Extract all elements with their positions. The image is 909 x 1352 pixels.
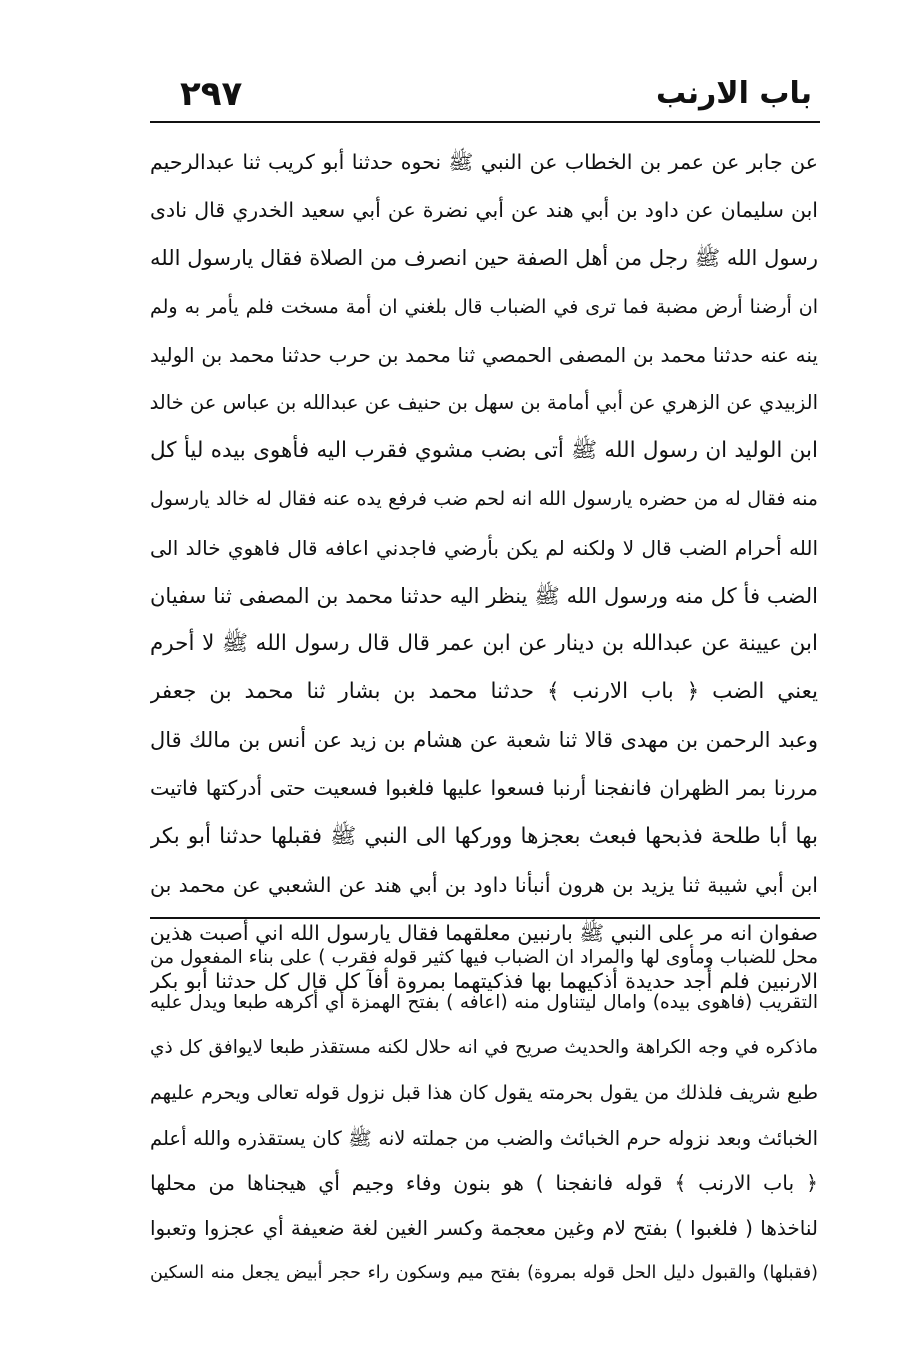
commentary-line: محل للضباب ومأوى لها والمراد ان الضباب فيها كثير قوله فقرب ) على بناء المفعول من [150, 947, 818, 968]
hadith-line: منه فقال له من حضره يارسول الله انه لحم ضب فرفع يده عنه فقال له خالد يارسول [150, 488, 818, 511]
header-rule [150, 121, 820, 123]
hadith-line: الارنبين فلم أجد حديدة أذكيهما بها فذكيتهما بمروة أفآ كل قال كل حدثنا أبو بكر [150, 969, 818, 994]
page-header [150, 70, 818, 118]
commentary-line: لناخذها ( فلغبوا ) بفتح لام وغين معجمة وكسر الغين لغة ضعيفة أي عجزوا وتعبوا [150, 1216, 818, 1241]
hadith-line: صفوان انه مر على النبي ﷺ بارنبين معلقهما فقال يارسول الله اني أصبت هذين [150, 921, 818, 945]
commentary-text [150, 935, 818, 1297]
hadith-line: بها أبا طلحة فذبحها فبعث بعجزها ووركها الى النبي ﷺ فقبلها حدثنا أبو بكر [150, 823, 818, 849]
hadith-line: الضب فأ كل منه ورسول الله ﷺ ينظر اليه حدثنا محمد بن المصفى ثنا سفيان [150, 583, 818, 608]
hadith-line: وعبد الرحمن بن مهدى قالا ثنا شعبة عن هشام بن زيد عن أنس بن مالك قال [150, 728, 818, 753]
hadith-line: ان أرضنا أرض مضبة فما ترى في الضباب قال بلغني ان أمة مسخت فلم يأمر به ولم [150, 295, 818, 318]
hadith-line: ابن الوليد ان رسول الله ﷺ أتى بضب مشوي فقرب اليه فأهوى بيده ليأ كل [150, 438, 818, 464]
page-number: ٢٩٧ [180, 74, 243, 114]
hadith-line: ابن أبي شيبة ثنا يزيد بن هرون أنبأنا داود بن أبي هند عن الشعبي عن محمد بن [150, 872, 818, 897]
hadith-line: ينه عنه حدثنا محمد بن المصفى الحمصي ثنا محمد بن حرب حدثنا محمد بن الوليد [150, 342, 818, 367]
commentary-line: التقريب (فاهوى بيده) وامال ليتناول منه (اعافه ) بفتح الهمزة أي أكرهه طبعا ويدل عليه [150, 992, 818, 1014]
footnote-separator [150, 917, 820, 919]
hadith-line: يعني الضب ﴿ باب الارنب ﴾ حدثنا محمد بن بشار ثنا محمد بن جعفر [150, 679, 818, 705]
hadith-line: رسول الله ﷺ رجل من أهل الصفة حين انصرف من الصلاة فقال يارسول الله [150, 246, 818, 271]
hadith-line: عن جابر عن عمر بن الخطاب عن النبي ﷺ نحوه حدثنا أبو كريب ثنا عبدالرحيم [150, 150, 818, 174]
hadith-line: ابن سليمان عن داود بن أبي هند عن أبي نضرة عن أبي سعيد الخدري قال نادى [150, 198, 818, 223]
commentary-line: ماذكره في وجه الكراهة والحديث صريح في انه حلال لكنه مستقذر طبعا لايوافق كل ذي [150, 1037, 818, 1059]
running-title: باب الارنب [655, 76, 812, 111]
hadith-text [150, 138, 818, 1005]
commentary-line: ﴿ باب الارنب ﴾ قوله فانفجنا ) هو بنون وفاء وجيم أي هيجناها من محلها [150, 1170, 818, 1195]
commentary-line: طبع شريف فلذلك من يقول بحرمته يقول كان هذا قبل نزول قوله تعالى ويحرم عليهم [150, 1081, 818, 1104]
commentary-line: الخبائث وبعد نزوله حرم الخبائث والضب من جملته لانه ﷺ كان يستقذره والله أعلم [150, 1126, 818, 1150]
commentary-line: (فقبلها) والقبول دليل الحل قوله بمروة) بفتح ميم وسكون راء حجر أبيض يجعل منه السكين [150, 1263, 818, 1284]
hadith-line: الزبيدي عن الزهري عن أبي أمامة بن سهل بن حنيف عن عبدالله بن عباس عن خالد [150, 390, 818, 414]
hadith-line: مررنا بمر الظهران فانفجنا أرنبا فسعوا عليها فلغبوا فسعيت حتى أدركتها فاتيت [150, 776, 818, 801]
hadith-line: الله أحرام الضب قال لا ولكنه لم يكن بأرضي فاجدني اعافه قال فاهوي خالد الى [150, 535, 818, 560]
hadith-line: ابن عيينة عن عبدالله بن دينار عن ابن عمر قال قال رسول الله ﷺ لا أحرم [150, 630, 818, 656]
